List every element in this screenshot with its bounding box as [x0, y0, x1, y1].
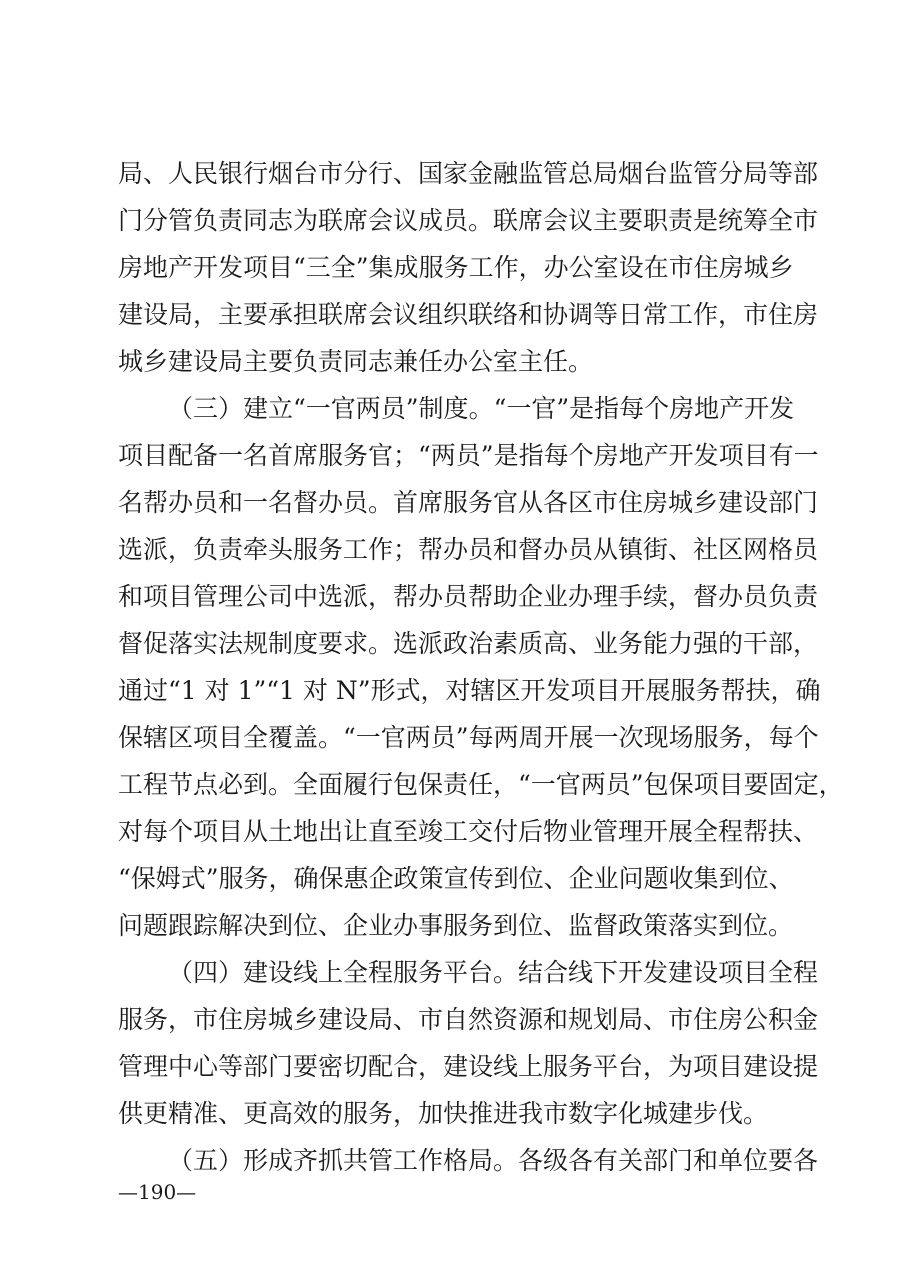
- text-line: 通过“1 对 1”“1 对 N”形式，对辖区开发项目开展服务帮扶，确: [118, 676, 821, 705]
- paragraph: [118, 150, 819, 385]
- text-line: 选派，负责牵头服务工作；帮办员和督办员从镇街、社区网格员: [118, 535, 819, 564]
- text-line: （三）建立“一官两员”制度。“一官”是指每个房地产开发: [168, 394, 795, 423]
- text-line: 房地产开发项目“三全”集成服务工作，办公室设在市住房城乡: [118, 253, 794, 282]
- text-line: “保姆式”服务，确保惠企政策宣传到位、企业问题收集到位、: [118, 864, 794, 893]
- paragraph: [118, 1137, 819, 1184]
- text-line: 对每个项目从土地出让直至竣工交付后物业管理开展全程帮扶、: [118, 817, 819, 846]
- document-body: [118, 150, 844, 1184]
- text-line: 门分管负责同志为联席会议成员。联席会议主要职责是统筹全市: [118, 206, 819, 235]
- text-line: 督促落实法规制度要求。选派政治素质高、业务能力强的干部，: [118, 629, 819, 658]
- text-line: 名帮办员和一名督办员。首席服务官从各区市住房城乡建设部门: [118, 488, 819, 517]
- text-line: 问题跟踪解决到位、企业办事服务到位、监督政策落实到位。: [118, 911, 794, 940]
- text-line: 建设局，主要承担联席会议组织联络和协调等日常工作，市住房: [118, 300, 819, 329]
- text-line: 城乡建设局主要负责同志兼任办公室主任。: [118, 347, 594, 376]
- paragraph: [118, 949, 819, 1137]
- text-line: 项目配备一名首席服务官；“两员”是指每个房地产开发项目有一: [118, 441, 819, 470]
- text-line: （四）建设线上全程服务平台。结合线下开发建设项目全程: [168, 958, 819, 987]
- text-line: 服务，市住房城乡建设局、市自然资源和规划局、市住房公积金: [118, 1005, 819, 1034]
- text-line: 保辖区项目全覆盖。“一官两员”每两周开展一次现场服务，每个: [118, 723, 819, 752]
- paragraph: [118, 385, 844, 949]
- page-number: —190—: [118, 1180, 197, 1204]
- text-line: （五）形成齐抓共管工作格局。各级各有关部门和单位要各: [168, 1146, 819, 1175]
- text-line: 局、人民银行烟台市分行、国家金融监管总局烟台监管分局等部: [118, 159, 819, 188]
- text-line: 供更精准、更高效的服务，加快推进我市数字化城建步伐。: [118, 1099, 769, 1128]
- text-line: 工程节点必到。全面履行包保责任，“一官两员”包保项目要固定，: [118, 770, 844, 799]
- text-line: 管理中心等部门要密切配合，建设线上服务平台，为项目建设提: [118, 1052, 819, 1081]
- text-line: 和项目管理公司中选派，帮办员帮助企业办理手续，督办员负责: [118, 582, 819, 611]
